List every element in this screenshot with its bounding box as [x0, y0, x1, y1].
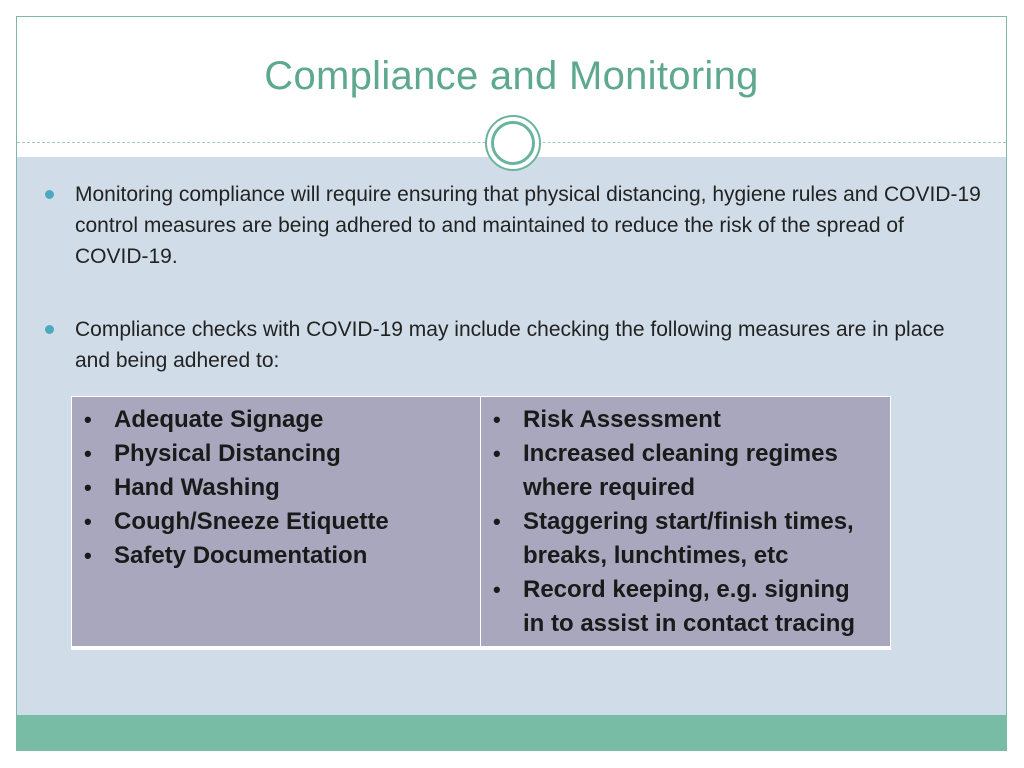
slide-title: Compliance and Monitoring — [264, 54, 759, 98]
measures-table — [71, 396, 891, 647]
measures-right-cell — [481, 397, 891, 647]
table-row — [72, 397, 891, 647]
bullet-item — [43, 179, 983, 272]
decorative-circle-icon — [485, 115, 541, 171]
bullet-dot-icon — [45, 325, 54, 334]
list-item: • Cough/Sneeze Etiquette — [84, 505, 466, 539]
list-item: • Physical Distancing — [84, 437, 466, 471]
list-item: • Record keeping, e.g. signing in to assist in contact tracing — [493, 573, 876, 641]
measures-left-cell — [72, 397, 481, 647]
list-item: • Risk Assessment — [493, 403, 876, 437]
decorative-inner-ring — [491, 121, 535, 165]
list-item: • Hand Washing — [84, 471, 466, 505]
list-item: • Staggering start/finish times, breaks, lunchtimes, etc — [493, 505, 876, 573]
bullet-dot-icon — [45, 190, 54, 199]
bullet-text: Compliance checks with COVID-19 may include checking the following measures are in place and being adhered to: — [75, 318, 945, 372]
footer-bar — [17, 715, 1006, 750]
list-item: • Safety Documentation — [84, 539, 466, 573]
list-item: • Adequate Signage — [84, 403, 466, 437]
bullet-item — [43, 314, 983, 376]
list-item: • Increased cleaning regimes where required — [493, 437, 876, 505]
bullet-list — [43, 179, 983, 376]
measures-left-list — [84, 403, 466, 573]
bullet-text: Monitoring compliance will require ensuring that physical distancing, hygiene rules and COVID-19 control measures are being adhered to and maintained to reduce the risk of the spread of COVID-19. — [75, 183, 981, 268]
measures-right-list — [493, 403, 876, 641]
slide — [16, 16, 1007, 751]
